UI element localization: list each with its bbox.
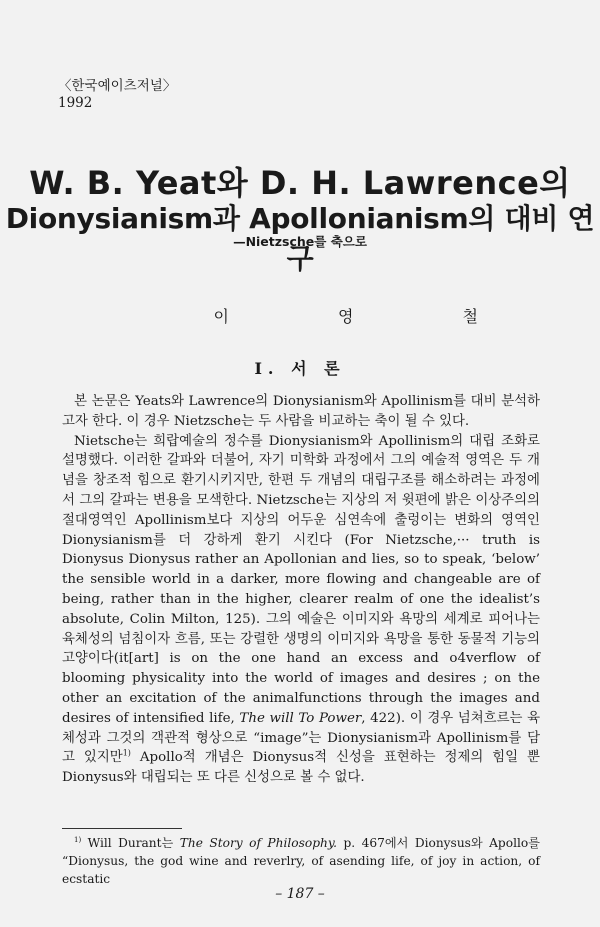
cited-work-title: The will To Power (239, 710, 362, 726)
paragraph-2 (62, 432, 540, 788)
paragraph-2-part-a: Nietsche는 희랍예술의 정수를 Dionysianism와 Apollinism의 대립 조화로 설명했다. 이러한 갈파와 더불어, 자기 미학화 과정에서 그의 예술적 영역은 두 개념을 창조적 힘으로 환기시키지만, 한편 두 개념의 대립구조를 해소하려는 과정에서 그의 갈파는 변용을 모색한다. Nietzsche는 지상의 저 윗편에 밝은 이상주의의 절대영역인 Apollinism보다 지상의 어두운 심연속에 출렁이는 변화의 영역인 Dionysianism를 더 강하게 환기 시킨다 (For Nietzsche,··· truth is Dionysus Dionysus rather an Apollonian and lies, so to speak, ‘below’ the sensible world in a darker, more flowing and changeable are of being, rather than in the higher, clearer realm of one the idealist’s absolute, Colin Milton, 125). 그의 예술은 이미지와 욕망의 세계로 피어나는 육체성의 넘침이자 흐름, 또는 강렬한 생명의 이미지와 욕망을 통한 동물적 기능의 고양이다(it[art] is on the one hand an excess and o4verflow of blooming physicality into the world of images and desires ; on the other an excitation of the animalfunctions through the images and desires of intensified life, (62, 433, 540, 726)
title-line-1: W. B. Yeat와 D. H. Lawrence의 (29, 164, 571, 202)
footnote-reference: 1) (122, 748, 131, 758)
page-number: – 187 – (275, 886, 325, 902)
title-line-2: Dionysianism과 Apollonianism의 대비 연구 (5, 202, 595, 275)
section-heading: I. 서 론 (254, 359, 346, 378)
journal-year: 1992 (58, 95, 93, 111)
subtitle: —Nietzsche를 축으로 (233, 234, 367, 249)
paragraph-1: 본 논문은 Yeats와 Lawrence의 Dionysianism와 Apollinism를 대비 분석하고자 한다. 이 경우 Nietzsche는 두 사람을 비교하는 축이 될 수 있다. (62, 394, 540, 429)
footnote-cited-title: The Story of Philosophy. (179, 836, 337, 850)
footnote-part-a: Will Durant는 (81, 836, 180, 850)
author-name: 이 영 철 (213, 307, 530, 326)
footnote-text (62, 834, 540, 888)
journal-header (58, 78, 176, 112)
footnote-divider (62, 828, 182, 829)
body-text (62, 392, 540, 788)
paragraph-2-part-b: , 422). 이 경우 넘쳐흐르는 육체성과 그것의 객관적 형상으로 “image”는 Dionysianism과 Apollinism를 담고 있지만 (62, 710, 541, 766)
journal-name: 〈한국예이츠저널〉 (58, 78, 177, 94)
footnote (62, 834, 540, 888)
footnote-mark: 1) (74, 835, 82, 844)
paragraph-2-part-c: Apollo적 개념은 Dionysus적 신성을 표현하는 정제의 힘일 뿐 Dionysus와 대립되는 또 다른 신성으로 볼 수 없다. (62, 750, 540, 786)
footnote-part-b: p. 467에서 Dionysus와 Apollo를 “Dionysus, the god wine and reverlry, of asending life, of joy in action, of ecstatic (62, 836, 540, 886)
